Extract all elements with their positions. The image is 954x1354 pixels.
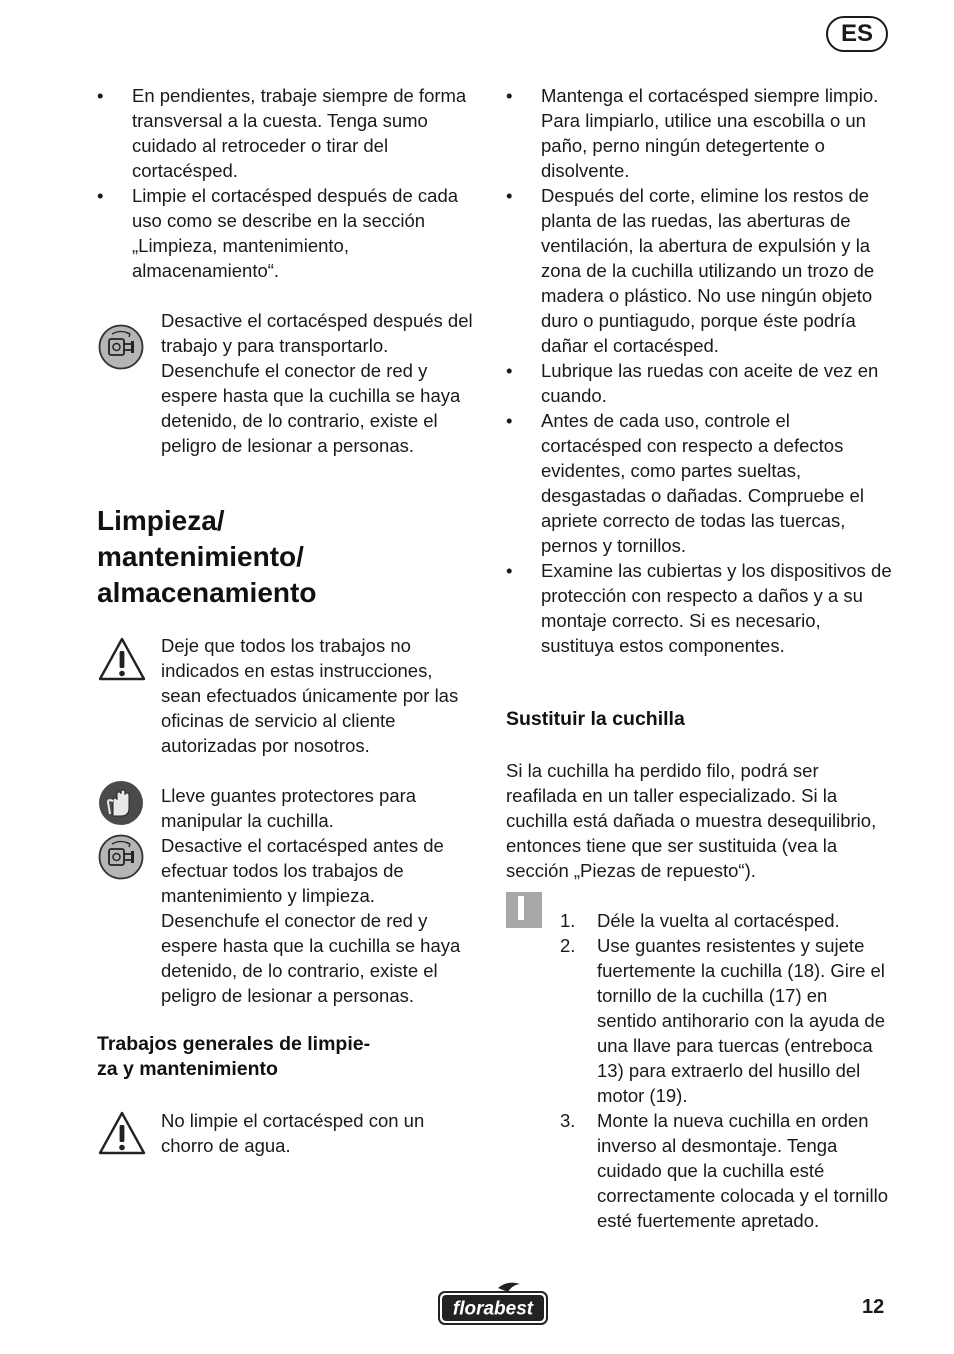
unplug-icon [98,324,144,370]
list-item: • En pendientes, trabaje siempre de forma transversal a la cuesta. Tenga sumo cuidado al retroceder o tirar del cortacésped. [97,83,477,183]
note-warning-service: Deje que todos los trabajos no indicados en estas instrucciones, sean efectuados únicamente por las oficinas de servicio al cliente autorizadas por nosotros. [161,635,459,756]
warning-icon [97,636,147,682]
right-bullet-list [506,83,892,658]
list-item: • Antes de cada uso, controle el cortacésped con respecto a defectos evidentes, como partes sueltas, desgastadas o dañadas. Compruebe el apriete correcto de todas las tuercas, pernos y tornillos. [506,408,892,558]
svg-text:florabest: florabest [452,1298,534,1320]
subsection-title-line: za y mantenimiento [97,1058,278,1080]
list-item: • Lubrique las ruedas con aceite de vez en cuando. [506,358,892,408]
note-unplug-before-maintenance: Desactive el cortacésped antes de efectuar todos los trabajos de mantenimiento y limpieza. Desenchufe el conector de red y espere hasta que la cuchilla se haya detenido, de lo contrario, existe el peligro de lesionar a personas. [161,835,461,1006]
list-item: • Examine las cubiertas y los dispositivos de protección con respecto a daños y a su montaje correcto. Si es necesario, sustituya estos componentes. [506,558,892,658]
note-unplug-after-work: Desactive el cortacésped después del trabajo y para transportarlo. Desenchufe el conector de red y espere hasta que la cuchilla se haya detenido, de lo contrario, existe el peligro de lesionar a personas. [161,310,473,456]
steps-list [560,908,892,1233]
list-item [560,933,892,1108]
note-warning-water: No limpie el cortacésped con un chorro de agua. [161,1110,425,1156]
subsection-title-line: Trabajos generales de limpie- [97,1033,371,1055]
step-text: Monte la nueva cuchilla en orden inverso al desmontaje. Tenga cuidado que la cuchilla esté correctamente colocada y el tornillo esté fuertemente apretado. [597,1110,889,1231]
subsection-title-replace-blade: Sustituir la cuchilla [506,708,685,730]
note-gloves: Lleve guantes protectores para manipular la cuchilla. [161,785,417,831]
list-item [560,908,892,933]
language-badge: ES [826,16,888,52]
figure-marker-glyph [518,896,524,920]
section-title [97,503,477,611]
step-text: Déle la vuelta al cortacésped. [597,910,840,931]
list-item: • Después del corte, elimine los restos de planta de las ruedas, las aberturas de ventilación, la abertura de expulsión y la zona de la cuchilla utilizando un trozo de madera o plástico. No use ningún objeto duro o puntiagudo, porque éste podría dañar el cortacésped. [506,183,892,358]
florabest-logo [436,1280,550,1328]
figure-marker [506,892,542,928]
page-number: 12 [862,1296,885,1318]
list-item: • Mantenga el cortacésped siempre limpio. Para limpiarlo, utilice una escobilla o un paño, perno ningún detegertente o disolvente. [506,83,892,183]
subsection-title-general-cleaning [97,1032,477,1082]
section-title-line: mantenimiento/ [97,541,304,572]
warning-icon [97,1110,147,1156]
left-bullet-list [97,83,477,283]
unplug-icon [98,834,144,880]
step-number: 1. [560,910,576,931]
gloves-icon [98,780,144,826]
replace-blade-intro: Si la cuchilla ha perdido filo, podrá ser reafilada en un taller especializado. Si la cuchilla está dañada o muestra desequilibrio, entonces tiene que ser sustituida (vea la sección „Piezas de repuesto“). [506,760,877,881]
step-number: 3. [560,1110,576,1131]
section-title-line: almacenamiento [97,577,317,608]
list-item [560,1108,892,1233]
section-title-line: Limpieza/ [97,505,225,536]
list-item: • Limpie el cortacésped después de cada uso como se describe en la sección „Limpieza, mantenimiento, almacenamiento“. [97,183,477,283]
step-text: Use guantes resistentes y sujete fuertemente la cuchilla (18). Gire el tornillo de la cuchilla (17) en sentido antihorario con la ayuda de una llave para tuercas (entreboca 13) para extraerlo del husillo del motor (19). [597,935,885,1106]
step-number: 2. [560,935,576,956]
